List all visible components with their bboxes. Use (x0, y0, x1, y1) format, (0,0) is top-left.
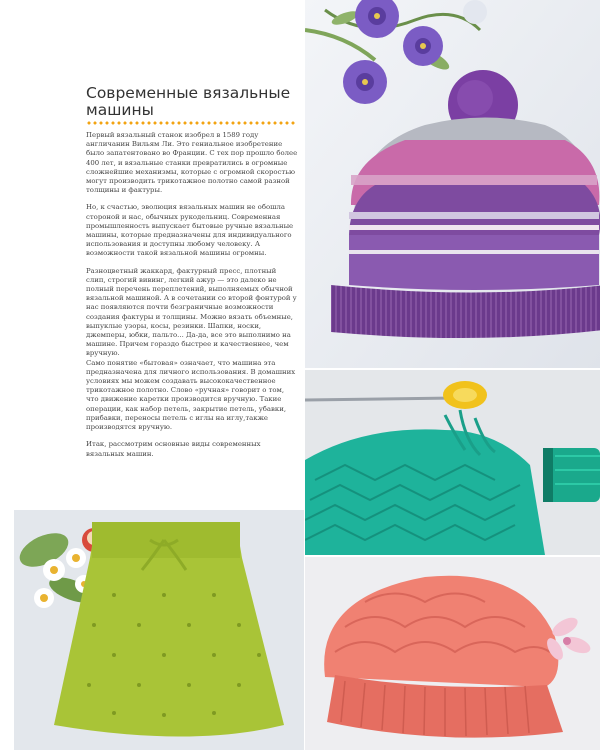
teal-knit-photo (305, 370, 600, 555)
paragraph: Само понятие «бытовая» означает, что машина эта предназначена для личного использования. В домашних условиях мы можем создавать высококачественное трикотажное полотно. Слово «ручная» говорит о том, что движение каретки производится вручную. Такие операции, как набор петель, закрытие петель, убавки, прибавки, переносы петель с иглы на иглу,также производятся вручную. (86, 358, 296, 432)
thread-spool-icon (543, 448, 600, 502)
paragraph: Итак, рассмотрим основные виды современных вязальных машин. (86, 440, 261, 458)
paragraph: Первый вязальный станок изобрел в 1589 году англичанин Вильям Ли. Это гениальное изобретение было запатентовано во Франции. С тех пор прошло более 400 лет, и вязальные станки превратились в огромные сложнейшие механизмы, которые с огромной скоростью могут производить трикотажное полотно самой разной толщины и фактуры. (86, 131, 298, 195)
striped-hat-photo (305, 0, 600, 368)
skirt-photo (14, 510, 304, 750)
article-title: Современные вязальные машины (86, 84, 291, 119)
paragraph: Разноцветный жаккард, фактурный пресс, плотный слип, строгий вивинг, легкий ажур — это далеко не полный перечень переплетений, выполняемых обычной вязальной машиной. А в сочетании со второй фонтурой у нас появляются почти безграничные возможности создания фактуры и толщины. Можно вязать объемные, выпуклые узоры, косы, резинки. Шапки, носки, джемперы, юбки, пальто... Да-да, все это выполнимо на машине. Причем гораздо быстрее и качественнее, чем вручную. (86, 266, 297, 358)
title-underline-dots (86, 121, 296, 125)
article-body (86, 131, 298, 467)
paragraph: Но, к счастью, эволюция вязальных машин не обошла стороной и нас, обычных рукодельниц. Современная промышленность выпускает бытовые ручные вязальные машины, которые предназначены для индивидуального использования и доступны любому человеку. А возможности такой вязальной машины огромны. (86, 203, 294, 258)
coral-hat-photo (305, 557, 600, 750)
